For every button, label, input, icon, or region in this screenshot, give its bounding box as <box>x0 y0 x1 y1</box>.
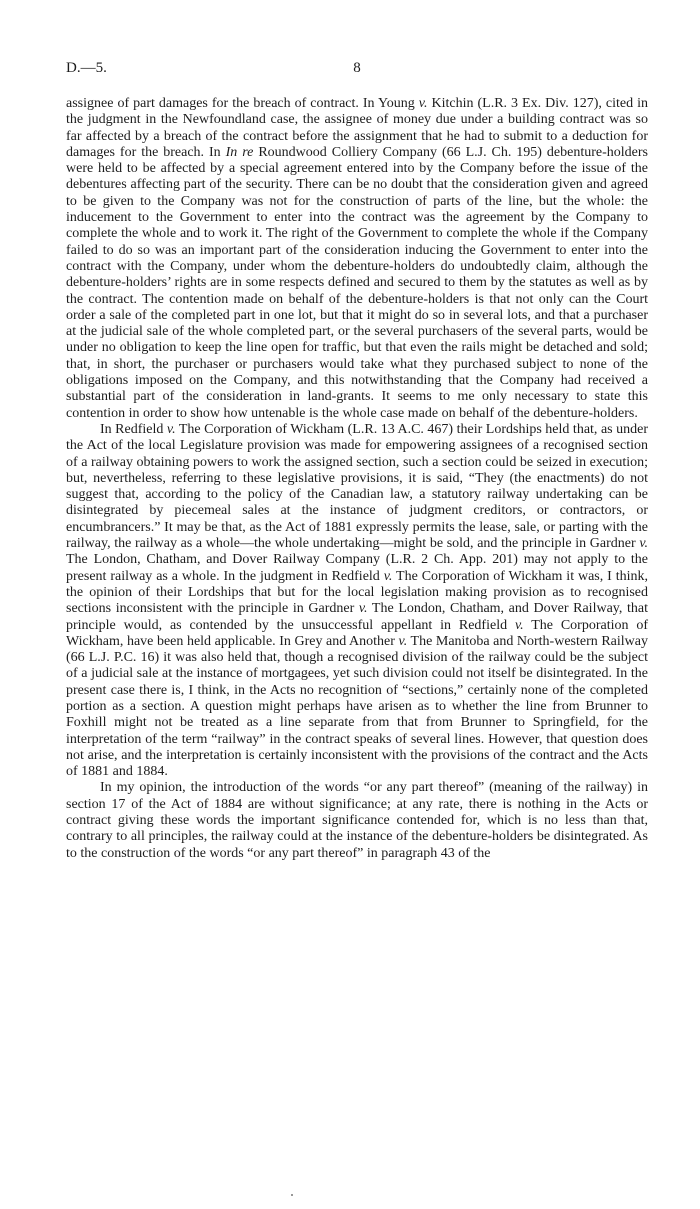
page-header <box>66 60 648 80</box>
document-reference: D.—5. <box>66 60 107 76</box>
page-number: 8 <box>353 60 361 76</box>
text-run: Kitchin (L.R. 3 Ex. Div. 127), cited in the judgment in the Newfoundland case, the assignee of money due under a building contract was so far affected by a breach of the contract before the assignment that he had to submit to a deduction for damages for the breach. In <box>66 96 648 160</box>
text-run: The London, Chatham, and Dover Railway Company (L.R. 2 Ch. App. 201) may not apply to the present railway as a whole. In the judgment in Redfield <box>66 552 648 584</box>
italic-text: v. <box>398 633 408 649</box>
scan-speck <box>291 1194 293 1196</box>
text-run: The Corporation of Wickham (L.R. 13 A.C. 467) their Lordships held that, as under the Act of the local Legislature provision was made for empowering assignees of a recognised section of a railway obtaining powers to work the assigned section, such a section could be seized in execution; but, nevertheless, referring to these legislative provisions, it is said, “They (the enactments) do not suggest that, according to the policy of the Canadian law, a statutory railway undertaking can be disintegrated by piecemeal sales at the instance of judgment creditors, or contractors, or encumbrancers.” It may be that, as the Act of 1881 expressly permits the lease, sale, or parting with the railway, the railway as a whole—the whole undertaking—might be sold, and the principle in Gardner <box>66 421 648 552</box>
text-run: assignee of part damages for the breach of contract. In Young <box>66 96 419 111</box>
italic-text: v. <box>418 96 428 111</box>
italic-text: v. <box>639 536 648 552</box>
text-run: The Corporation of Wickham, have been held applicable. In Grey and Another <box>66 617 648 649</box>
italic-text: In re <box>225 144 254 160</box>
text-run: The Corporation of Wickham it was, I think, the opinion of their Lordships that but for the local legislation making provision as to recognised sections inconsistent with the principle in Gardner <box>66 568 648 617</box>
text-run: The London, Chatham, and Dover Railway, that principle would, as contended by the unsuccessful appellant in Redfield <box>66 601 648 633</box>
paragraph <box>66 96 648 422</box>
text-run: In my opinion, the introduction of the words “or any part thereof” (meaning of the railway) in section 17 of the Act of 1884 are without significance; at any rate, there is nothing in the Acts or contract giving these words the important significance contended for, which is no less than that, contrary to all principles, the railway could at the instance of the debenture-holders be disintegrated. As to the construction of the words “or any part thereof” in paragraph 43 of the <box>66 780 648 861</box>
italic-text: v. <box>166 421 176 437</box>
italic-text: v. <box>383 568 393 584</box>
italic-text: v. <box>358 601 368 617</box>
text-run: In Redfield <box>100 421 167 437</box>
text-run: The Manitoba and North-western Railway (66 L.J. P.C. 16) it was also held that, though a recognised division of the railway could be the subject of a judicial sale at the instance of mortgagees, yet such division could not itself be disintegrated. In the present case there is, I think, in the Acts no recognition of “sections,” certainly none of the completed portion as a section. A question might perhaps have arisen as to whether the line from Brunner to Foxhill might not be treated as a line separate from that from Brunner to Springfield, for the interpretation of the term “railway” in the contract speaks of several lines. However, that question does not arise, and the interpretation is certainly inconsistent with the provisions of the contract and the Acts of 1881 and 1884. <box>66 633 648 780</box>
italic-text: v. <box>514 617 524 633</box>
body-text <box>66 96 648 862</box>
text-run: Roundwood Colliery Company (66 L.J. Ch. 195) debenture-holders were held to be affected by a special agreement entered into by the Company before the issue of the debentures affecting part of the security. There can be no doubt that the consideration given and agreed to be given to the Company was not for the construction of parts of the line, but the whole: the inducement to the Government to enter into the contract was the agreement by the Company to complete the whole and to work it. The right of the Government to complete the whole if the Company failed to do so was an important part of the consideration inducing the Government to enter into the contract with the Company, under whom the debenture-holders do undoubtedly claim, although the debenture-holders’ rights are in some respects defined and secured to them by the statutes as well as by the contract. The contention made on behalf of the debenture-holders is that not only can the Court order a sale of the completed part in one lot, but that it might do so in several lots, and that a purchaser at the judicial sale of the whole completed part, or the several purchasers of the several parts, would be under no obligation to keep the line open for traffic, but that even the rails might be detached and sold; that, in short, the purchaser or purchasers would take what they purchased subject to none of the obligations imposed on the Company, and this notwithstanding that the Company had received a substantial part of the consideration in land-grants. It seems to me only necessary to state this contention in order to show how untenable is the whole case made on behalf of the debenture-holders. <box>66 144 648 421</box>
paragraph <box>66 780 648 861</box>
paragraph <box>66 422 648 781</box>
